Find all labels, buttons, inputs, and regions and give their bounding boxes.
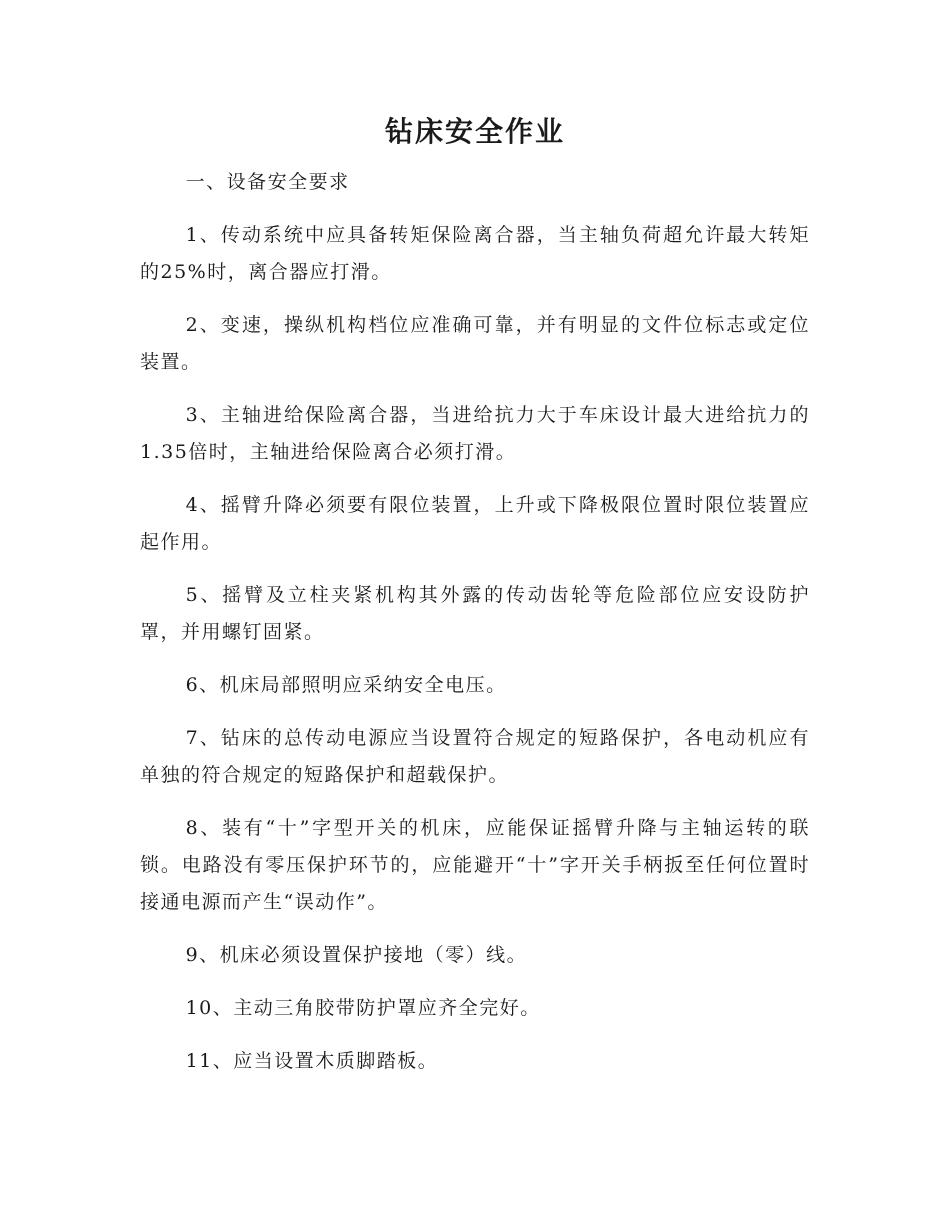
document-title: 钻床安全作业 — [384, 115, 565, 148]
document-body — [140, 164, 810, 1096]
requirement-item-9: 9、机床必须设置保护接地（零）线。 — [185, 944, 528, 966]
requirement-item-3: 3、主轴进给保险离合器，当进给抗力大于车床设计最大进给抗力的1.35倍时，主轴进给保险离合必须打滑。 — [140, 404, 810, 463]
section-heading: 一、设备安全要求 — [185, 171, 350, 193]
requirement-item-5: 5、摇臂及立柱夹紧机构其外露的传动齿轮等危险部位应安设防护罩，并用螺钉固紧。 — [140, 584, 810, 643]
requirement-item-10: 10、主动三角胶带防护罩应齐全完好。 — [185, 997, 541, 1019]
requirement-item-4: 4、摇臂升降必须要有限位装置，上升或下降极限位置时限位装置应起作用。 — [140, 494, 810, 553]
requirement-item-11: 11、应当设置木质脚踏板。 — [185, 1050, 439, 1072]
requirement-item-7: 7、钻床的总传动电源应当设置符合规定的短路保护，各电动机应有单独的符合规定的短路保护和超载保护。 — [140, 727, 810, 786]
requirement-item-6: 6、机床局部照明应采纳安全电压。 — [185, 674, 507, 696]
requirement-item-8: 8、装有“十”字型开关的机床，应能保证摇臂升降与主轴运转的联锁。电路没有零压保护环节的，应能避开“十”字开关手柄扳至任何位置时接通电源而产生“误动作”。 — [140, 817, 810, 913]
requirement-item-1: 1、传动系统中应具备转矩保险离合器，当主轴负荷超允许最大转矩的25%时，离合器应打滑。 — [140, 224, 810, 283]
requirement-item-2: 2、变速，操纵机构档位应准确可靠，并有明显的文件位标志或定位装置。 — [140, 314, 810, 373]
